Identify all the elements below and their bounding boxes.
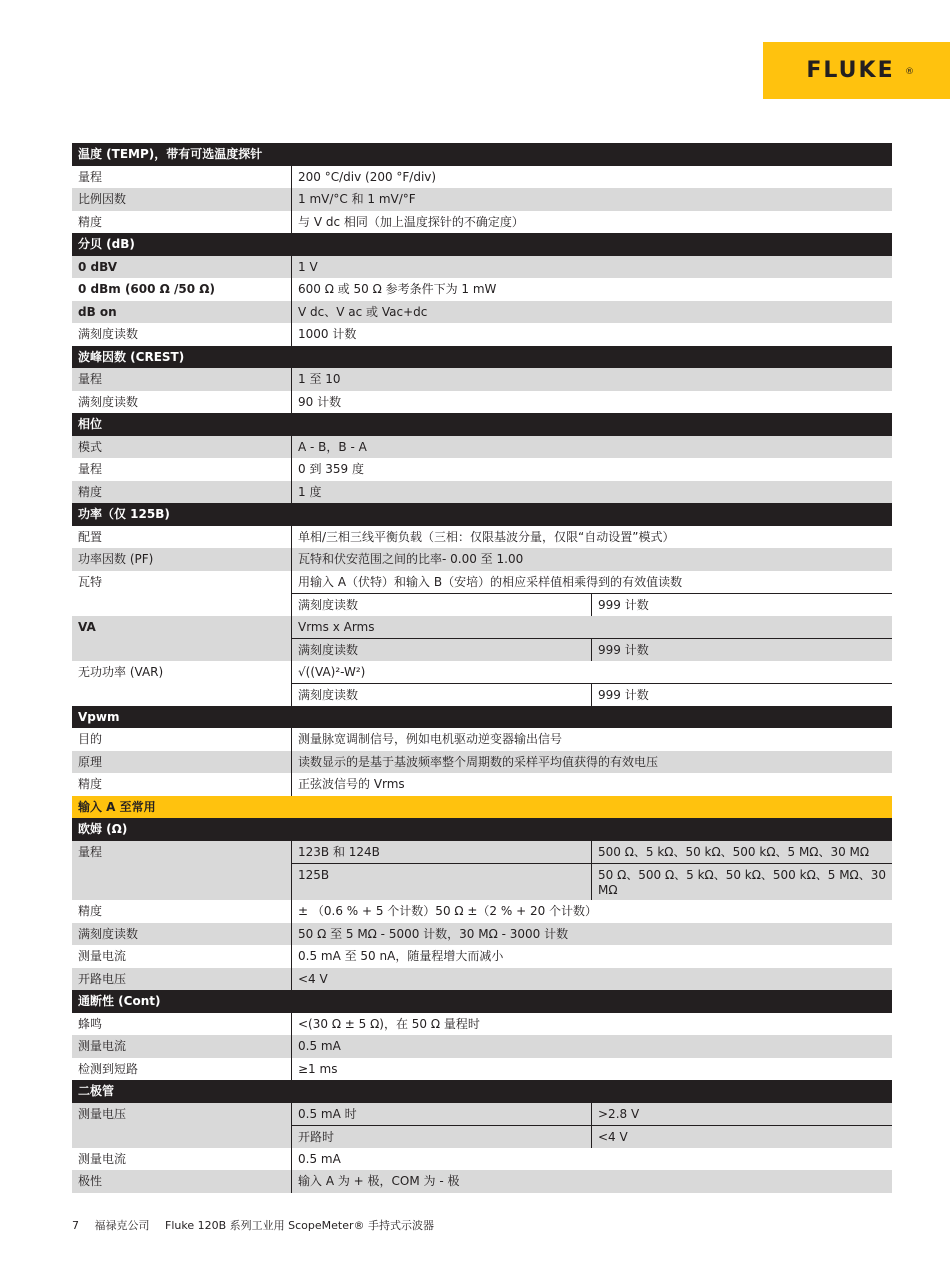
row-value: 正弦波信号的 Vrms	[298, 777, 405, 791]
section-vpwm-header: Vpwm	[72, 706, 892, 729]
table-row	[72, 1148, 892, 1171]
row-value: 0 到 359 度	[298, 462, 364, 476]
row-value: <(30 Ω ± 5 Ω)，在 50 Ω 量程时	[298, 1016, 480, 1031]
row-value: 用输入 A（伏特）和输入 B（安培）的相应采样值相乘得到的有效值读数	[298, 574, 683, 589]
section-cont-header: 通断性 (Cont)	[72, 990, 892, 1013]
row-value: 0.5 mA	[298, 1039, 341, 1053]
table-row	[72, 900, 892, 923]
row-label: 满刻度读数	[72, 923, 292, 946]
table-row	[72, 1058, 892, 1081]
row-value: 600 Ω 或 50 Ω 参考条件下为 1 mW	[298, 282, 497, 296]
row-label: 满刻度读数	[72, 323, 292, 346]
logo-wordmark: FLUKE	[806, 58, 895, 83]
row-value: 测量脉宽调制信号，例如电机驱动逆变器输出信号	[298, 732, 563, 746]
row-label: 模式	[72, 436, 292, 459]
row-label: dB on	[72, 301, 292, 324]
table-row	[72, 368, 892, 391]
row-value: √((VA)²-W²)	[298, 664, 366, 679]
sub-label: 开路时	[292, 1126, 592, 1148]
row-label: 检测到短路	[72, 1058, 292, 1081]
row-value: 1 V	[298, 259, 318, 274]
row-label: 精度	[72, 211, 292, 234]
sub-value: 500 Ω、5 kΩ、50 kΩ、500 kΩ、5 MΩ、30 MΩ	[598, 844, 870, 859]
sub-value: 999 计数	[598, 688, 649, 702]
sub-label: 满刻度读数	[292, 594, 592, 616]
row-value: 0.5 mA	[298, 1151, 341, 1166]
row-label: 功率因数 (PF)	[72, 548, 292, 571]
sub-value: <4 V	[598, 1130, 628, 1144]
table-row	[72, 1170, 892, 1193]
row-label: VA	[72, 616, 292, 661]
row-label: 瓦特	[72, 571, 292, 616]
page-number: 7	[72, 1219, 79, 1232]
section-temp-header: 温度 (TEMP)，带有可选温度探针	[72, 143, 892, 166]
row-label: 满刻度读数	[72, 391, 292, 414]
row-label: 蜂鸣	[72, 1013, 292, 1036]
row-label: 原理	[72, 751, 292, 774]
table-row	[72, 166, 892, 189]
table-row	[72, 436, 892, 459]
row-label: 比例因数	[72, 188, 292, 211]
section-phase-header: 相位	[72, 413, 892, 436]
sub-label: 满刻度读数	[292, 639, 592, 661]
row-label: 精度	[72, 773, 292, 796]
sub-value: >2.8 V	[598, 1106, 640, 1121]
sub-label: 0.5 mA 时	[292, 1103, 592, 1126]
row-value: 0.5 mA 至 50 nA，随量程增大而减小	[298, 949, 504, 963]
section-ohm-header: 欧姆 (Ω)	[72, 818, 892, 841]
table-row	[72, 481, 892, 504]
row-label: 配置	[72, 526, 292, 549]
table-row	[72, 945, 892, 968]
table-row	[72, 278, 892, 301]
row-value: 200 °C/div (200 °F/div)	[298, 169, 437, 184]
row-value: ≥1 ms	[298, 1061, 338, 1076]
sub-value: 999 计数	[598, 643, 649, 657]
row-value: 1 度	[298, 484, 322, 499]
row-label: 精度	[72, 481, 292, 504]
sub-label: 满刻度读数	[292, 684, 592, 706]
table-row	[72, 391, 892, 414]
row-label: 0 dBm (600 Ω /50 Ω)	[72, 278, 292, 301]
row-value: 瓦特和伏安范围之间的比率- 0.00 至 1.00	[298, 552, 524, 566]
row-value: A - B，B - A	[298, 439, 367, 454]
table-row	[72, 661, 892, 706]
table-row	[72, 548, 892, 571]
page-footer	[72, 1217, 446, 1233]
row-value: 1 至 10	[298, 372, 341, 386]
fluke-logo	[763, 42, 950, 99]
row-label: 测量电流	[72, 1148, 292, 1171]
row-value: 输入 A 为 + 极，COM 为 - 极	[298, 1174, 460, 1188]
row-label: 测量电流	[72, 1035, 292, 1058]
section-input-a-header: 输入 A 至常用	[72, 796, 892, 819]
row-value: 读数显示的是基于基波频率整个周期数的采样平均值获得的有效电压	[298, 754, 659, 769]
row-value: 50 Ω 至 5 MΩ - 5000 计数，30 MΩ - 3000 计数	[298, 926, 569, 941]
sub-label: 125B	[292, 864, 592, 900]
row-label: 0 dBV	[72, 256, 292, 279]
row-value: <4 V	[298, 971, 328, 986]
table-row	[72, 968, 892, 991]
row-value: 90 计数	[298, 394, 342, 409]
table-row	[72, 1013, 892, 1036]
table-row	[72, 923, 892, 946]
sub-value: 999 计数	[598, 598, 649, 612]
row-value: V dc、V ac 或 Vac+dc	[298, 304, 428, 319]
row-label: 无功功率 (VAR)	[72, 661, 292, 706]
row-label: 开路电压	[72, 968, 292, 991]
table-row	[72, 323, 892, 346]
table-row	[72, 773, 892, 796]
section-crest-header: 波峰因数 (CREST)	[72, 346, 892, 369]
logo-registered-mark: ®	[905, 67, 914, 77]
section-db-header: 分贝 (dB)	[72, 233, 892, 256]
row-value: ± （0.6 % + 5 个计数）50 Ω ±（2 % + 20 个计数）	[298, 904, 598, 918]
table-row	[72, 526, 892, 549]
row-label: 测量电压	[72, 1103, 292, 1148]
section-power-header: 功率（仅 125B)	[72, 503, 892, 526]
table-row	[72, 751, 892, 774]
row-value: 与 V dc 相同（加上温度探针的不确定度）	[298, 214, 524, 229]
row-label: 测量电流	[72, 945, 292, 968]
row-label: 精度	[72, 900, 292, 923]
row-value: 单相/三相三线平衡负载（三相：仅限基波分量，仅限“自动设置”模式）	[298, 529, 675, 544]
section-diode-header: 二极管	[72, 1080, 892, 1103]
table-row	[72, 211, 892, 234]
table-row	[72, 301, 892, 324]
table-row	[72, 1035, 892, 1058]
table-row	[72, 256, 892, 279]
table-row	[72, 1103, 892, 1148]
spec-table	[72, 143, 892, 1193]
row-label: 量程	[72, 166, 292, 189]
table-row	[72, 728, 892, 751]
table-row	[72, 616, 892, 661]
row-value: Vrms x Arms	[298, 619, 375, 634]
table-row	[72, 571, 892, 616]
row-label: 目的	[72, 728, 292, 751]
footer-document-title: Fluke 120B 系列工业用 ScopeMeter® 手持式示波器	[165, 1219, 434, 1232]
row-label: 量程	[72, 458, 292, 481]
footer-company: 福禄克公司	[94, 1219, 150, 1232]
sub-label: 123B 和 124B	[292, 841, 592, 864]
table-row	[72, 458, 892, 481]
row-label: 极性	[72, 1170, 292, 1193]
row-label: 量程	[72, 841, 292, 901]
table-row	[72, 188, 892, 211]
row-value: 1 mV/°C 和 1 mV/°F	[298, 192, 416, 206]
table-row	[72, 841, 892, 901]
row-label: 量程	[72, 368, 292, 391]
row-value: 1000 计数	[298, 327, 357, 341]
sub-value: 50 Ω、500 Ω、5 kΩ、50 kΩ、500 kΩ、5 MΩ、30 MΩ	[598, 868, 886, 897]
